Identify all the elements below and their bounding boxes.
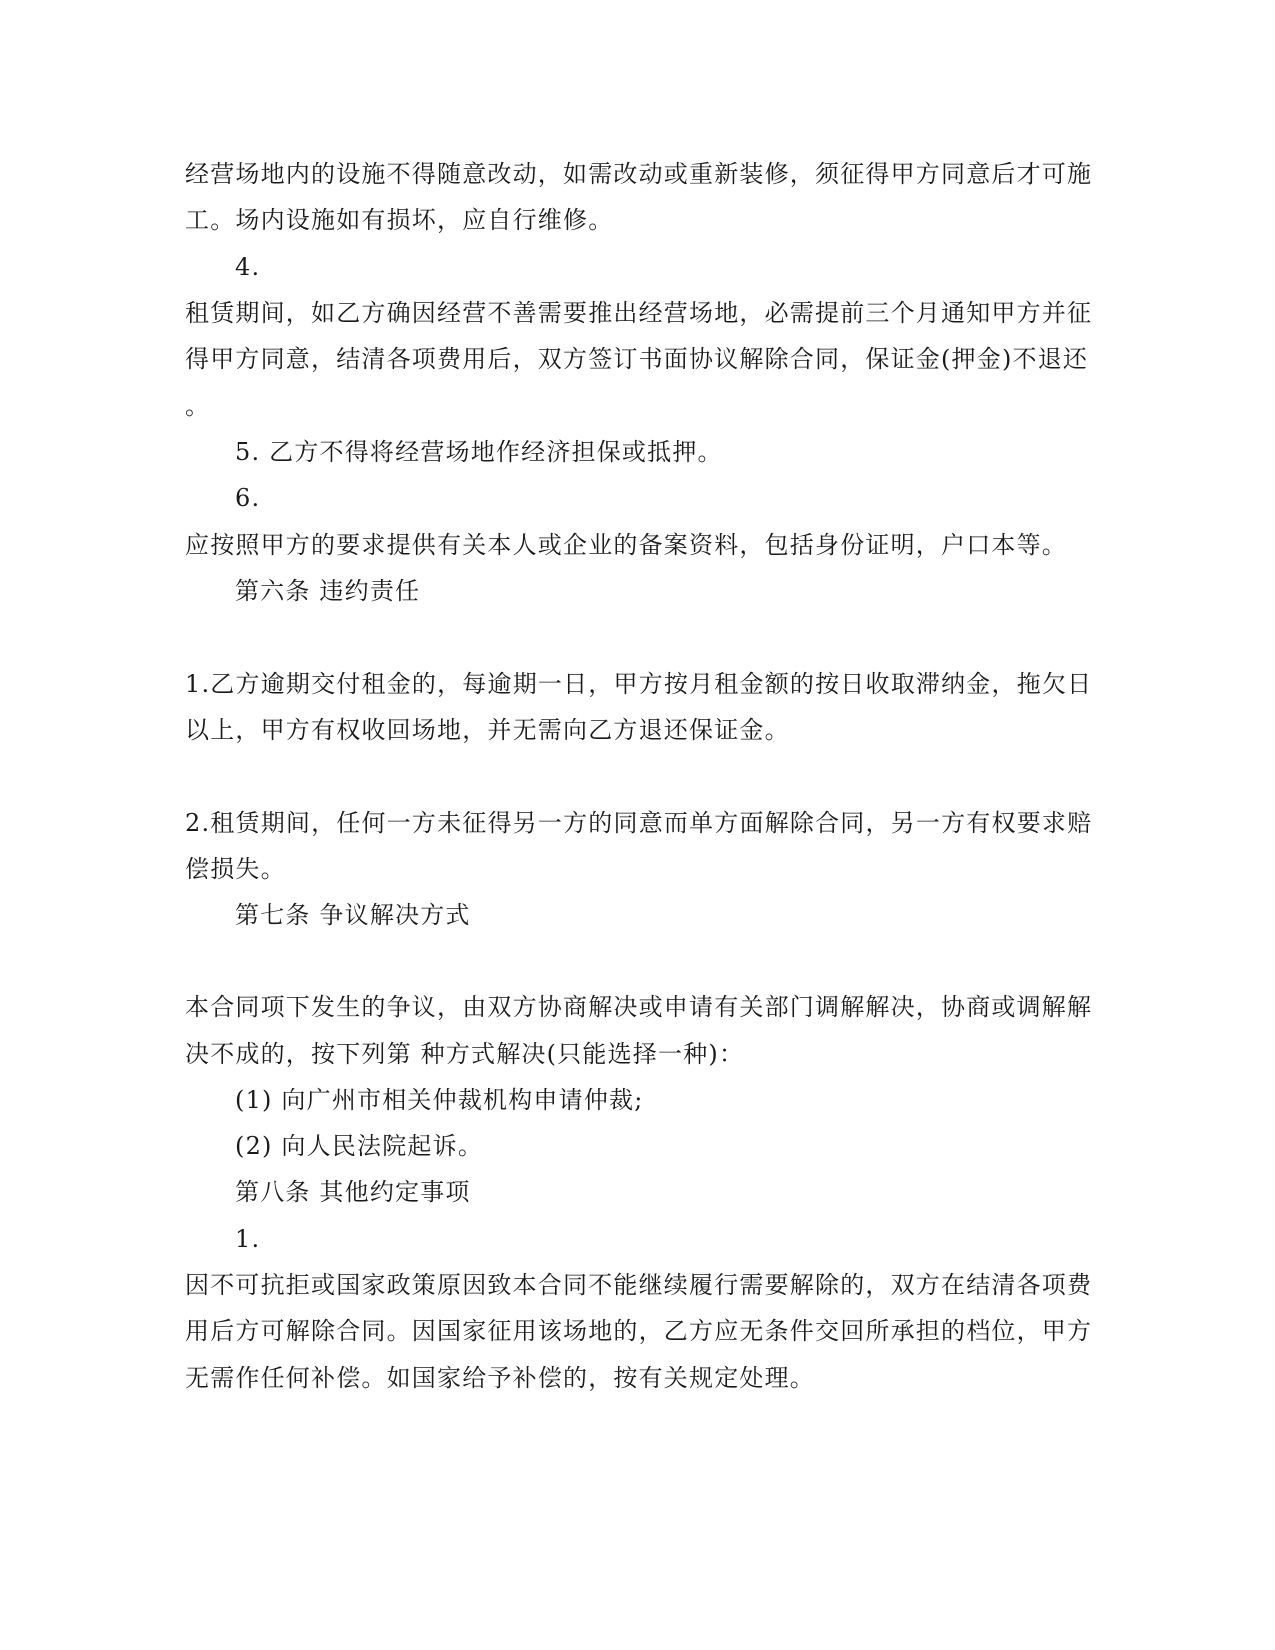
list-number: 6. [235, 484, 261, 512]
text-line: 本合同项下发生的争议，由双方协商解决或申请有关部门调解解决，协商或调解解 [185, 993, 1093, 1021]
text-line: 5. 乙方不得将经营场地作经济担保或抵押。 [235, 438, 723, 466]
list-number: 1. [235, 1225, 261, 1253]
text-line: (1) 向广州市相关仲裁机构申请仲裁; [235, 1086, 644, 1114]
text-line: 2.租赁期间，任何一方未征得另一方的同意而单方面解除合同，另一方有权要求赔 [185, 809, 1093, 837]
list-number: 4. [235, 253, 261, 281]
text-line: 应按照甲方的要求提供有关本人或企业的备案资料，包括身份证明，户口本等。 [185, 531, 1067, 559]
text-line: 经营场地内的设施不得随意改动，如需改动或重新装修，须征得甲方同意后才可施 [185, 160, 1093, 188]
text-line: 工。场内设施如有损坏，应自行维修。 [185, 206, 614, 234]
text-line: 得甲方同意，结清各项费用后，双方签订书面协议解除合同，保证金(押金)不退还 [185, 345, 1089, 373]
text-line: 偿损失。 [185, 855, 286, 883]
text-line: 无需作任何补偿。如国家给予补偿的，按有关规定处理。 [185, 1364, 815, 1392]
text-line: 以上，甲方有权收回场地，并无需向乙方退还保证金。 [185, 716, 790, 744]
text-line: 租赁期间，如乙方确因经营不善需要推出经营场地，必需提前三个月通知甲方并征 [185, 299, 1093, 327]
text-line: 。 [185, 392, 211, 420]
text-line: 用后方可解除合同。因国家征用该场地的，乙方应无条件交回所承担的档位，甲方 [185, 1317, 1093, 1345]
text-line: 1.乙方逾期交付租金的，每逾期一日，甲方按月租金额的按日收取滞纳金，拖欠日 [185, 670, 1093, 698]
text-line: 决不成的，按下列第 种方式解决(只能选择一种)： [185, 1040, 745, 1068]
section-heading: 第七条 争议解决方式 [235, 901, 471, 929]
text-line: 因不可抗拒或国家政策原因致本合同不能继续履行需要解除的，双方在结清各项费 [185, 1271, 1093, 1299]
text-line: (2) 向人民法院起诉。 [235, 1132, 484, 1160]
section-heading: 第六条 违约责任 [235, 577, 421, 605]
section-heading: 第八条 其他约定事项 [235, 1178, 471, 1206]
